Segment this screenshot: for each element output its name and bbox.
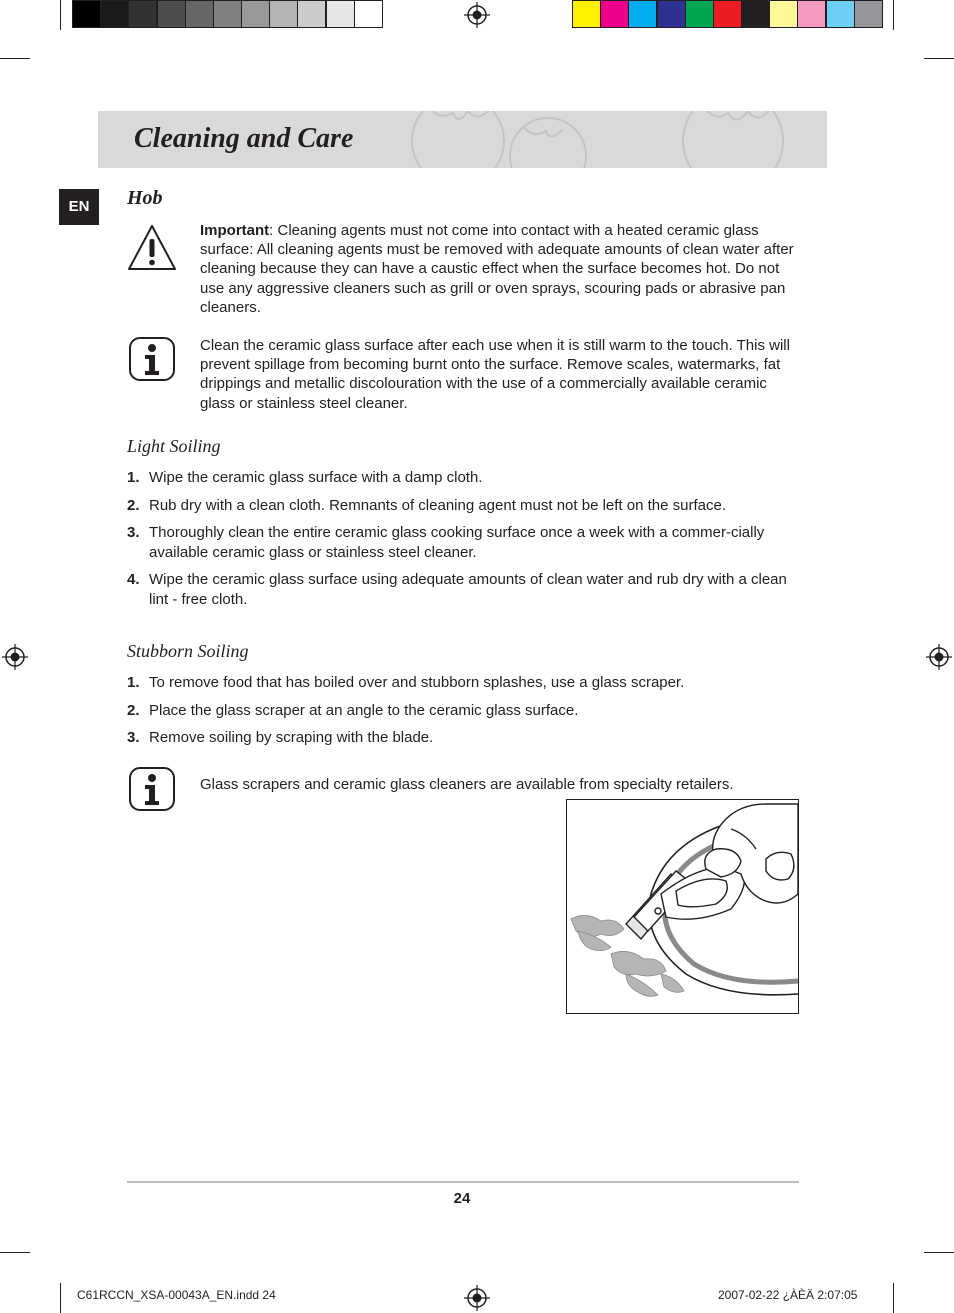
list-number: 3.	[127, 524, 140, 541]
glass-scraper-illustration	[566, 799, 799, 1014]
title-band	[98, 111, 827, 168]
list-item	[127, 523, 787, 563]
calibration-swatch	[854, 0, 883, 28]
list-item	[127, 728, 787, 748]
calibration-swatch	[269, 0, 298, 28]
warning-icon	[126, 223, 178, 273]
crop-mark	[893, 0, 894, 30]
list-number: 3.	[127, 729, 140, 746]
list-text: Place the glass scraper at an angle to the ceramic glass surface.	[149, 702, 579, 719]
registration-mark-icon	[2, 644, 28, 670]
crop-mark	[0, 1252, 30, 1253]
list-item	[127, 570, 787, 610]
list-item	[127, 701, 787, 721]
registration-mark-icon	[464, 2, 490, 28]
list-number: 2.	[127, 497, 140, 514]
important-paragraph	[200, 221, 804, 317]
page-number: 24	[453, 1190, 471, 1207]
grayscale-calibration-bar	[72, 0, 382, 28]
list-text: Rub dry with a clean cloth. Remnants of cleaning agent must not be left on the surface.	[149, 497, 726, 514]
list-number: 2.	[127, 702, 140, 719]
calibration-swatch	[628, 0, 657, 28]
important-text: : Cleaning agents must not come into contact with a heated ceramic glass surface: All cleaning agents must be removed with adequate amounts of clean water after cleaning because they can have a caustic effect when the surface becomes hot. Do not use any aggressive cleaners such as grill or oven sprays, scouring pads or abrasive pan cleaners.	[200, 222, 794, 316]
calibration-swatch	[354, 0, 383, 28]
list-text: Wipe the ceramic glass surface using adequate amounts of clean water and rub dry with a clean lint - free cloth.	[149, 571, 787, 608]
list-item	[127, 496, 787, 516]
section-heading-hob: Hob	[127, 187, 163, 209]
list-number: 1.	[127, 674, 140, 691]
tomato-watermark-icon	[398, 111, 827, 168]
crop-mark	[60, 0, 61, 30]
page-title: Cleaning and Care	[134, 123, 354, 154]
footer-rule	[127, 1181, 799, 1183]
calibration-swatch	[826, 0, 855, 28]
slug-date-info: 2007-02-22 ¿ÀÈÄ 2:07:05	[718, 1288, 858, 1302]
list-item	[127, 673, 787, 693]
list-item	[127, 468, 787, 488]
registration-mark-icon	[926, 644, 952, 670]
calibration-swatch	[685, 0, 714, 28]
calibration-swatch	[713, 0, 742, 28]
subheading-light-soiling: Light Soiling	[127, 436, 221, 456]
color-calibration-bar	[572, 0, 882, 28]
info-paragraph-clean: Clean the ceramic glass surface after each use when it is still warm to the touch. This will prevent spillage from becoming burnt onto the surface. Remove scales, watermarks, fat drippings and metallic discolouration with the use of a commercially available ceramic glass or stainless steel cleaner.	[200, 337, 790, 412]
info-icon	[128, 766, 176, 812]
calibration-swatch	[128, 0, 157, 28]
crop-mark	[60, 1283, 61, 1313]
list-text: Remove soiling by scraping with the blade.	[149, 729, 434, 746]
calibration-swatch	[769, 0, 798, 28]
calibration-swatch	[600, 0, 629, 28]
crop-mark	[893, 1283, 894, 1313]
calibration-swatch	[72, 0, 101, 28]
language-tab: EN	[59, 189, 99, 225]
calibration-swatch	[213, 0, 242, 28]
crop-mark	[0, 58, 30, 59]
info-icon	[128, 336, 176, 382]
calibration-swatch	[297, 0, 326, 28]
registration-mark-icon	[464, 1285, 490, 1311]
calibration-swatch	[157, 0, 186, 28]
crop-mark	[924, 1252, 954, 1253]
info-paragraph-retailers: Glass scrapers and ceramic glass cleaners are available from specialty retailers.	[200, 776, 734, 793]
list-number: 4.	[127, 571, 140, 588]
list-number: 1.	[127, 469, 140, 486]
list-text: Thoroughly clean the entire ceramic glass cooking surface once a week with a commer-cially available ceramic glass or stainless steel cleaner.	[149, 524, 765, 561]
calibration-swatch	[326, 0, 355, 28]
calibration-swatch	[572, 0, 601, 28]
list-text: Wipe the ceramic glass surface with a damp cloth.	[149, 469, 483, 486]
calibration-swatch	[185, 0, 214, 28]
calibration-swatch	[741, 0, 770, 28]
slug-file-info: C61RCCN_XSA-00043A_EN.indd 24	[77, 1288, 276, 1302]
calibration-swatch	[797, 0, 826, 28]
calibration-swatch	[100, 0, 129, 28]
important-label: Important	[200, 222, 270, 239]
list-text: To remove food that has boiled over and stubborn splashes, use a glass scraper.	[149, 674, 685, 691]
calibration-swatch	[241, 0, 270, 28]
calibration-swatch	[657, 0, 686, 28]
subheading-stubborn-soiling: Stubborn Soiling	[127, 641, 249, 661]
crop-mark	[924, 58, 954, 59]
